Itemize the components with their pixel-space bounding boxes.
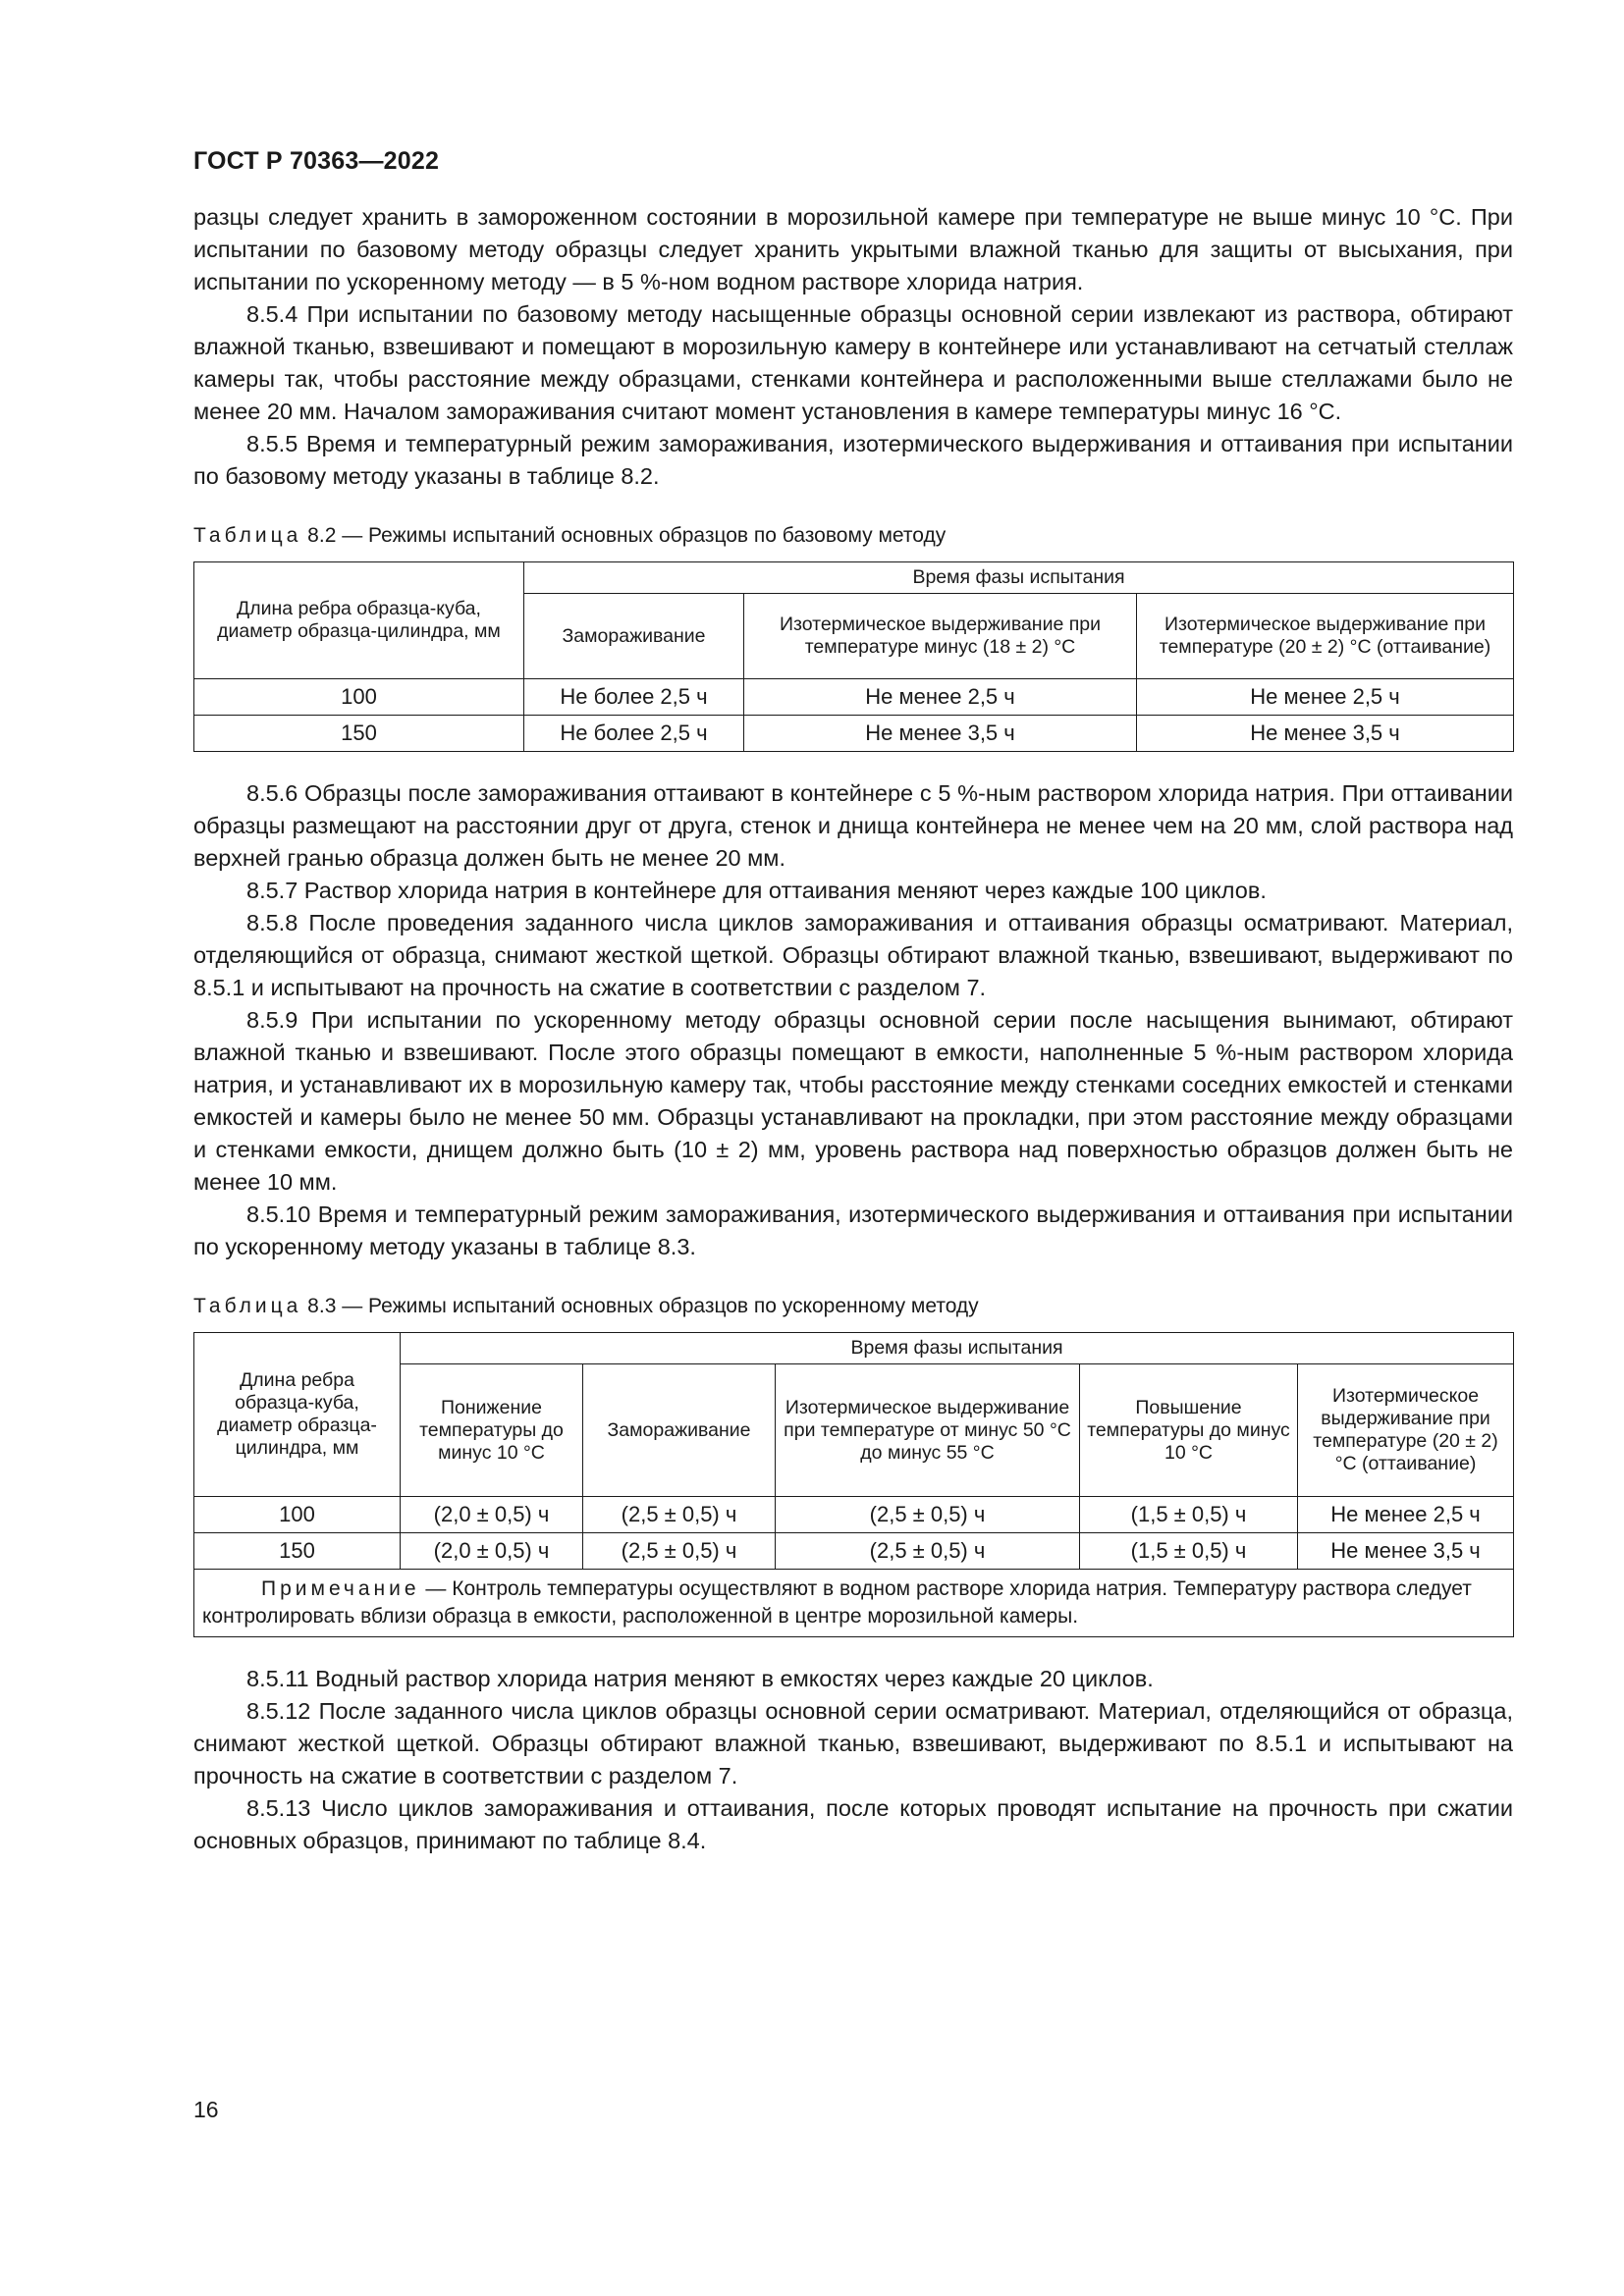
header-cell: Изотермическое выдерживание при температуре минус (18 ± 2) °С xyxy=(744,594,1137,679)
paragraph-8-5-8: 8.5.8 После проведения заданного числа циклов замораживания и оттаивания образцы осматривают. Материал, отделяющийся от образца, снимают жесткой щеткой. Образцы обтирают влажной тканью, взвешивают, выдерживают по 8.5.1 и испытывают на прочность на сжатие в соответствии с разделом 7. xyxy=(193,910,1513,1000)
header-cell-group: Время фазы испытания xyxy=(401,1333,1514,1364)
header-cell-size: Длина ребра образца-куба, диаметр образца-цилиндра, мм xyxy=(194,1333,401,1497)
table-cell: 100 xyxy=(194,679,524,716)
caption-word: Таблица xyxy=(193,524,302,547)
table-cell: (2,0 ± 0,5) ч xyxy=(401,1533,583,1570)
paragraph-8-5-9: 8.5.9 При испытании по ускоренному методу образцы основной серии после насыщения вынимают, обтирают влажной тканью и взвешивают. После этого образцы помещают в емкости, наполненные 5 %-ным раствором хлорида натрия, и устанавливают их в морозильную камеру так, чтобы расстояние между стенками соседних емкостей и стенками емкостей и камеры было не менее 50 мм. Образцы устанавливают на прокладки, при этом расстояние между образцами и стенками емкости, днищем должно быть (10 ± 2) мм, уровень раствора над поверхностью образцов должен быть не менее 10 мм. xyxy=(193,1007,1513,1195)
note-word: Примечание xyxy=(261,1577,420,1600)
document-header: ГОСТ Р 70363—2022 xyxy=(193,147,440,175)
paragraph-8-5-4: 8.5.4 При испытании по базовому методу насыщенные образцы основной серии извлекают из раствора, обтирают влажной тканью, взвешивают и помещают в морозильную камеру в контейнере или устанавливают на сетчатый стеллаж камеры так, чтобы расстояние между образцами, стенками контейнера и расположенными выше стеллажами было не менее 20 мм. Началом замораживания считают момент установления в камере температуры минус 16 °С. xyxy=(193,301,1513,424)
paragraph-continuation: разцы следует хранить в замороженном состоянии в морозильной камере при температуре не выше минус 10 °С. При испытании по базовому методу образцы следует хранить укрытыми влажной тканью для защиты от высыхания, при испытании по ускоренному методу — в 5 %-ном водном растворе хлорида натрия. xyxy=(193,204,1513,294)
paragraph-8-5-5: 8.5.5 Время и температурный режим замораживания, изотермического выдерживания и оттаивания при испытании по базовому методу указаны в таблице 8.2. xyxy=(193,431,1513,489)
table-cell: Не менее 3,5 ч xyxy=(744,716,1137,752)
table-cell: (2,5 ± 0,5) ч xyxy=(583,1497,776,1533)
table-row xyxy=(194,1533,1514,1570)
table-cell: Не менее 2,5 ч xyxy=(1137,679,1514,716)
table-cell: Не менее 3,5 ч xyxy=(1298,1533,1514,1570)
table-cell: 150 xyxy=(194,716,524,752)
paragraph-8-5-6: 8.5.6 Образцы после замораживания оттаивают в контейнере с 5 %-ным раствором хлорида натрия. При оттаивании образцы размещают на расстоянии друг от друга, стенок и днища контейнера не менее чем на 20 мм, слой раствора над верхней гранью образца должен быть не менее 20 мм. xyxy=(193,780,1513,871)
table-row xyxy=(194,1497,1514,1533)
table-cell: Не более 2,5 ч xyxy=(524,716,744,752)
table-row xyxy=(194,716,1514,752)
header-cell-size: Длина ребра образца-куба, диаметр образца-цилиндра, мм xyxy=(194,562,524,679)
table-row xyxy=(194,679,1514,716)
table-cell: 150 xyxy=(194,1533,401,1570)
table-8-2 xyxy=(193,561,1514,752)
table-cell: (2,5 ± 0,5) ч xyxy=(776,1497,1080,1533)
caption-text: 8.3 — Режимы испытаний основных образцов по ускоренному методу xyxy=(301,1295,979,1317)
table-cell: (1,5 ± 0,5) ч xyxy=(1080,1533,1298,1570)
paragraph-8-5-10: 8.5.10 Время и температурный режим замораживания, изотермического выдерживания и оттаивания при испытании по ускоренному методу указаны в таблице 8.3. xyxy=(193,1201,1513,1259)
header-cell: Изотермическое выдерживание при температуре от минус 50 °С до минус 55 °С xyxy=(776,1364,1080,1497)
table-8-2-caption xyxy=(193,522,1513,550)
table-header-row xyxy=(194,562,1514,594)
table-cell: Не менее 2,5 ч xyxy=(744,679,1137,716)
header-cell: Изотермическое выдерживание при температуре (20 ± 2) °С (оттаивание) xyxy=(1137,594,1514,679)
header-cell-group: Время фазы испытания xyxy=(524,562,1514,594)
header-cell: Понижение температуры до минус 10 °С xyxy=(401,1364,583,1497)
header-cell: Повышение температуры до минус 10 °С xyxy=(1080,1364,1298,1497)
document-page xyxy=(193,147,1513,1857)
table-note-row xyxy=(194,1570,1514,1637)
table-8-3-caption xyxy=(193,1293,1513,1320)
body-section-2 xyxy=(193,777,1513,1263)
table-cell: Не менее 3,5 ч xyxy=(1137,716,1514,752)
table-header-row xyxy=(194,1333,1514,1364)
table-cell: Не менее 2,5 ч xyxy=(1298,1497,1514,1533)
note-text: — Контроль температуры осуществляют в водном растворе хлорида натрия. Температуру раствора следует контролировать вблизи образца в емкости, расположенной в центре морозильной камеры. xyxy=(202,1577,1472,1628)
paragraph-8-5-12: 8.5.12 После заданного числа циклов образцы основной серии осматривают. Материал, отделяющийся от образца, снимают жесткой щеткой. Образцы обтирают влажной тканью, взвешивают, выдерживают по 8.5.1 и испытывают на прочность на сжатие в соответствии с разделом 7. xyxy=(193,1698,1513,1789)
body-section-3 xyxy=(193,1663,1513,1857)
table-cell: (2,5 ± 0,5) ч xyxy=(776,1533,1080,1570)
header-cell: Изотермическое выдерживание при температуре (20 ± 2) °С (оттаивание) xyxy=(1298,1364,1514,1497)
table-cell: (2,5 ± 0,5) ч xyxy=(583,1533,776,1570)
table-cell: 100 xyxy=(194,1497,401,1533)
table-8-3 xyxy=(193,1332,1514,1637)
paragraph-8-5-11: 8.5.11 Водный раствор хлорида натрия меняют в емкостях через каждые 20 циклов. xyxy=(246,1666,1154,1691)
caption-word: Таблица xyxy=(193,1295,302,1317)
table-cell: (1,5 ± 0,5) ч xyxy=(1080,1497,1298,1533)
table-note xyxy=(194,1570,1514,1637)
table-cell: (2,0 ± 0,5) ч xyxy=(401,1497,583,1533)
header-cell: Замораживание xyxy=(524,594,744,679)
caption-text: 8.2 — Режимы испытаний основных образцов по базовому методу xyxy=(301,524,947,547)
page-number: 16 xyxy=(193,2097,219,2122)
paragraph-8-5-13: 8.5.13 Число циклов замораживания и оттаивания, после которых проводят испытание на прочность при сжатии основных образцов, принимают по таблице 8.4. xyxy=(193,1795,1513,1853)
header-cell: Замораживание xyxy=(583,1364,776,1497)
table-cell: Не более 2,5 ч xyxy=(524,679,744,716)
paragraph-8-5-7: 8.5.7 Раствор хлорида натрия в контейнере для оттаивания меняют через каждые 100 циклов. xyxy=(246,878,1267,903)
